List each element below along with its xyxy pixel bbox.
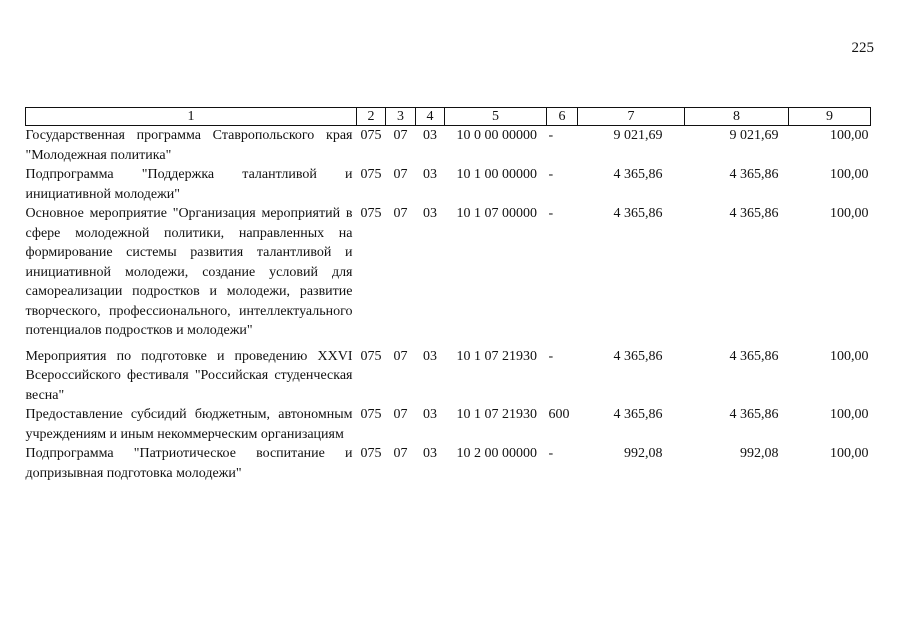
table-row <box>26 126 871 166</box>
execution-percent: 100,00 <box>830 206 869 221</box>
row-name: Основное мероприятие "Организация мероприятий в сфере молодежной политики, направленных на формирование системы развития талантливой и инициативной молодежи, создание условий для самореализации подростков и молодежи, развитие творческого, профессионального, интеллектуального потенциалов подростков и молодежи" <box>25 206 353 338</box>
target-article-code: 10 1 07 21930 <box>456 348 537 364</box>
column-header-9: 9 <box>789 108 871 126</box>
ministry-code: 075 <box>360 348 382 364</box>
expense-type-code: - <box>548 128 554 143</box>
amount-executed: 4 365,86 <box>729 167 779 182</box>
execution-percent: 100,00 <box>830 407 869 422</box>
amount-planned: 9 021,69 <box>613 128 663 143</box>
execution-percent: 100,00 <box>830 348 869 364</box>
subsection-code: 03 <box>423 128 437 143</box>
column-header-5: 5 <box>445 108 547 126</box>
amount-executed: 9 021,69 <box>729 128 779 143</box>
amount-planned: 992,08 <box>624 446 663 461</box>
amount-planned: 4 365,86 <box>613 206 663 221</box>
section-code: 07 <box>393 348 408 364</box>
section-code: 07 <box>393 128 408 143</box>
column-header-2: 2 <box>357 108 386 126</box>
amount-executed: 4 365,86 <box>729 206 779 221</box>
section-code: 07 <box>393 446 408 461</box>
table-row <box>26 165 871 204</box>
target-article-code: 10 0 00 00000 <box>456 128 537 143</box>
section-code: 07 <box>393 407 408 422</box>
ministry-code: 075 <box>360 206 382 221</box>
amount-executed: 992,08 <box>740 446 779 461</box>
ministry-code: 075 <box>360 167 382 182</box>
subsection-code: 03 <box>423 446 437 461</box>
column-header-6: 6 <box>547 108 578 126</box>
column-header-8: 8 <box>685 108 789 126</box>
target-article-code: 10 1 00 00000 <box>456 167 537 182</box>
amount-planned: 4 365,86 <box>613 407 663 422</box>
ministry-code: 075 <box>360 128 382 143</box>
expense-type-code: 600 <box>548 407 570 422</box>
amount-planned: 4 365,86 <box>613 348 663 364</box>
header-row <box>26 108 871 126</box>
subsection-code: 03 <box>423 206 437 221</box>
subsection-code: 03 <box>423 348 437 364</box>
amount-executed: 4 365,86 <box>729 407 779 422</box>
target-article-code: 10 1 07 21930 <box>456 407 537 422</box>
column-header-1: 1 <box>26 108 357 126</box>
row-name: Подпрограмма "Поддержка талантливой и инициативной молодежи" <box>25 167 353 202</box>
row-name: Мероприятия по подготовке и проведению XXVI Всероссийского фестиваля "Российская студенческая весна" <box>25 348 353 403</box>
expense-type-code: - <box>548 167 554 182</box>
ministry-code: 075 <box>360 407 382 422</box>
table-row <box>26 444 871 483</box>
table-row <box>26 347 871 406</box>
execution-percent: 100,00 <box>830 128 869 143</box>
section-code: 07 <box>393 206 408 221</box>
expense-type-code: - <box>548 446 554 461</box>
target-article-code: 10 2 00 00000 <box>456 446 537 461</box>
subsection-code: 03 <box>423 407 437 422</box>
column-header-3: 3 <box>386 108 416 126</box>
execution-percent: 100,00 <box>830 167 869 182</box>
table-row <box>26 204 871 341</box>
ministry-code: 075 <box>360 446 382 461</box>
column-header-7: 7 <box>578 108 685 126</box>
budget-table <box>25 107 871 483</box>
row-name: Предоставление субсидий бюджетным, автономным учреждениям и иным некоммерческим организациям <box>25 407 353 442</box>
expense-type-code: - <box>548 348 554 364</box>
target-article-code: 10 1 07 00000 <box>456 206 537 221</box>
table-row <box>26 405 871 444</box>
section-code: 07 <box>393 167 408 182</box>
amount-executed: 4 365,86 <box>729 348 779 364</box>
row-name: Подпрограмма "Патриотическое воспитание и допризывная подготовка молодежи" <box>25 446 353 481</box>
expense-type-code: - <box>548 206 554 221</box>
execution-percent: 100,00 <box>830 446 869 461</box>
amount-planned: 4 365,86 <box>613 167 663 182</box>
column-header-4: 4 <box>416 108 445 126</box>
row-name: Государственная программа Ставропольского края "Молодежная политика" <box>25 128 353 163</box>
subsection-code: 03 <box>423 167 437 182</box>
page-number: 225 <box>851 40 874 56</box>
